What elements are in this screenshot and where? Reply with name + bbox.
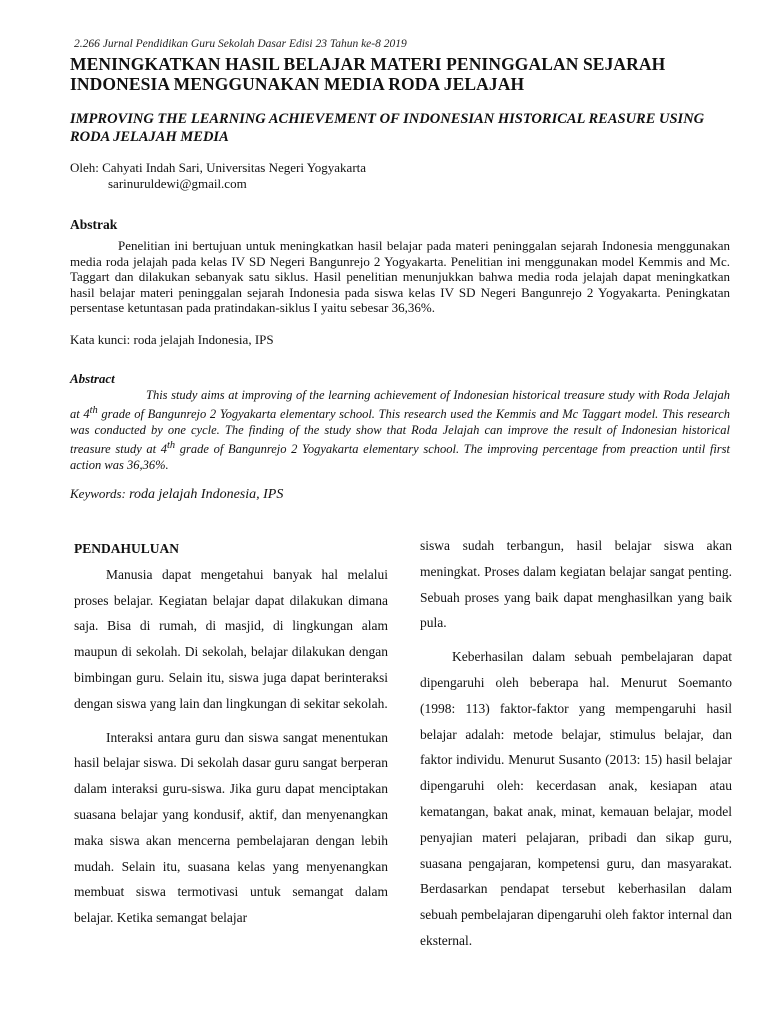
body-column-left [74,536,388,931]
abstract-text-2: grade of Bangunrejo 2 Yogyakarta elementary school. This research used the Kemmis and Mc Taggart model. This research was conducted by one cycle. The finding of the study show that Roda Jelajah can improve the result of Indonesian historical treasure study at 4 [70,407,731,457]
abstract-heading: Abstract [70,371,115,386]
abstrak-body [70,238,730,316]
abstract-paragraph [70,388,730,473]
abstract-text-1: This study aims at improving of the learning achievement of Indonesian historical treasure study with Roda Jelajah at 4 [70,388,730,422]
keywords-label: Keywords: [70,486,130,501]
ordinal-sup-2: th [167,440,176,452]
paper-title: MENINGKATKAN HASIL BELAJAR MATERI PENINGGALAN SEJARAH INDONESIA MENGGUNAKAN MEDIA RODA JELAJAH [70,54,666,94]
body-paragraph: Keberhasilan dalam sebuah pembelajaran dapat dipengaruhi oleh beberapa hal. Menurut Soemanto (1998: 113) faktor-faktor yang mempengaruhi hasil belajar adalah: metode belajar, stimulus belajar, dan faktor individu. Menurut Susanto (2013: 15) hasil belajar dipengaruhi oleh: kecerdasan anak, kesiapan atau kematangan, bakat anak, minat, kemauan belajar, model penyajian materi pelajaran, pribadi dan sikap guru, suasana pengajaran, kompetensi guru, dan masyarakat. Berdasarkan pendapat tersebut keberhasilan dalam sebuah pembelajaran dipengaruhi oleh faktor internal dan eksternal. [420,649,732,948]
author-email: sarinuruldewi@gmail.com [108,176,247,191]
abstract-body [70,388,730,473]
kata-kunci: Kata kunci: roda jelajah Indonesia, IPS [70,332,274,347]
body-paragraph: siswa sudah terbangun, hasil belajar siswa akan meningkat. Proses dalam kegiatan belajar sangat penting. Sebuah proses yang baik dapat menghasilkan yang baik pula. [420,538,732,631]
keywords [70,486,283,503]
paper-subtitle: IMPROVING THE LEARNING ACHIEVEMENT OF INDONESIAN HISTORICAL REASURE USING RODA JELAJAH MEDIA [70,111,705,145]
body-paragraph: Manusia dapat mengetahui banyak hal melalui proses belajar. Kegiatan belajar dapat dilakukan dimana saja. Bisa di rumah, di masjid, di lingkungan alam maupun di sekolah. Di sekolah, belajar dilakukan dengan bimbingan guru. Selain itu, siswa juga dapat berinteraksi dengan siswa yang lain dan lingkungan di sekitar sekolah. [74,566,388,711]
abstract-text-3: grade of Bangunrejo 2 Yogyakarta elementary school. The improving percentage from preaction until first action was 36,36%. [70,442,731,472]
running-head: 2.266 Jurnal Pendidikan Guru Sekolah Dasar Edisi 23 Tahun ke-8 2019 [74,38,407,50]
author-line: Oleh: Cahyati Indah Sari, Universitas Negeri Yogyakarta [70,160,367,175]
abstrak-heading: Abstrak [70,217,118,232]
abstrak-paragraph: Penelitian ini bertujuan untuk meningkatkan hasil belajar pada materi peninggalan sejarah Indonesia menggunakan media roda jelajah pada kelas IV SD Negeri Bangunrejo 2 Yogyakarta. Penelitian ini menggunakan model Kemmis and Mc. Taggart dan dilakukan sebanyak satu siklus. Hasil penelitian menunjukkan bahwa media roda jelajah dapat meningkatkan hasil belajar materi peninggalan sejarah Indonesia pada siswa kelas IV SD Negeri Bangunrejo 2 Yogyakarta. Peningkatan persentase ketuntasan pada pratindakan-siklus I yaitu sebesar 36,36%. [70,238,730,316]
ordinal-sup-1: th [89,405,98,417]
section-heading: PENDAHULUAN [74,541,180,556]
body-paragraph: Interaksi antara guru dan siswa sangat menentukan hasil belajar siswa. Di sekolah dasar guru sangat berperan dalam interaksi guru-siswa. Jika guru dapat menciptakan suasana belajar yang kondusif, aktif, dan menyenangkan maka siswa akan mencerna pembelajaran dengan lebih mudah. Selain itu, suasana kelas yang menyenangkan membuat siswa termotivasi untuk semangat dalam belajar. Ketika semangat belajar [74,729,388,926]
body-column-right [420,533,732,954]
keywords-value: roda jelajah Indonesia, IPS [129,487,284,502]
